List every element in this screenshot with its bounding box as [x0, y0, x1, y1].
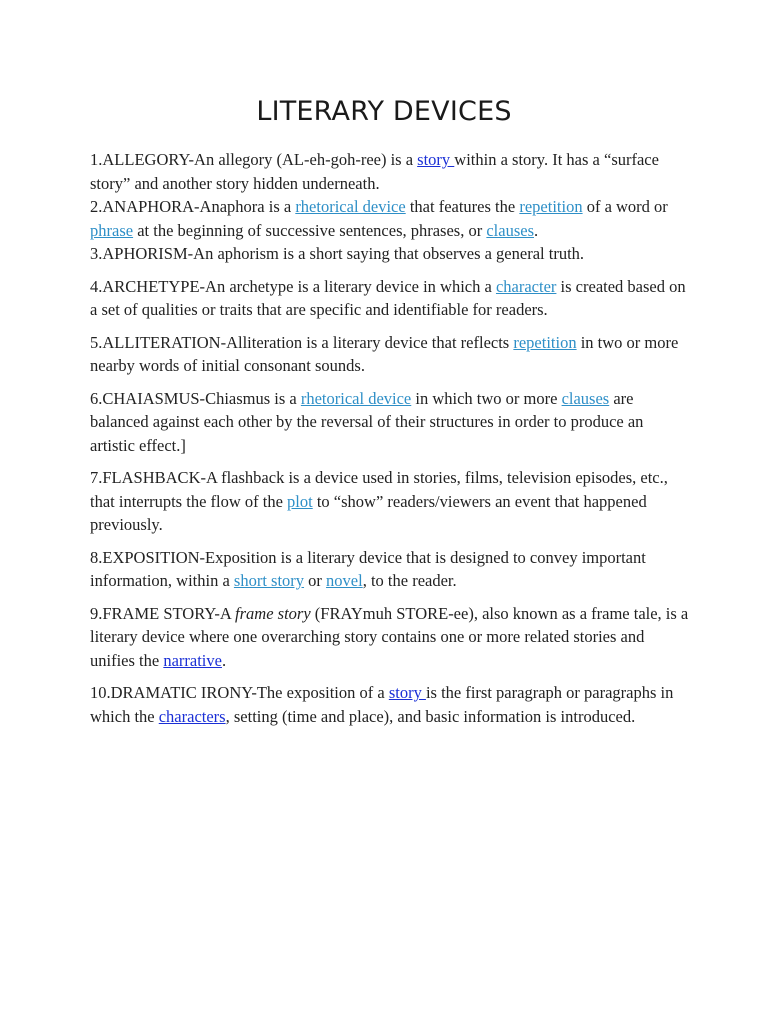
entry-text: in which two or more	[411, 388, 562, 408]
entry-text: .	[221, 650, 227, 670]
entry-9	[90, 602, 690, 673]
entry-text: of a word or	[582, 197, 668, 216]
entry-text: (FRAYmuh STORE-ee), also known as a frame tale, is a literary device where one overarching story contains one or more related stories and unifies the	[90, 603, 689, 670]
entry-link[interactable]: story	[417, 150, 455, 169]
entry-text: or	[304, 571, 327, 590]
entry-3	[90, 242, 690, 266]
entry-link[interactable]: characters	[158, 706, 226, 726]
entry-text: 1.ALLEGORY-	[90, 150, 195, 169]
entry-text: 8.EXPOSITION-Exposition is a literary device that is designed to convey important information, within a	[90, 547, 646, 590]
entry-text: frame story	[235, 603, 311, 623]
entry-text: 6.CHAIASMUS-	[90, 388, 206, 408]
entry-7	[90, 466, 690, 537]
entry-link[interactable]: character	[495, 276, 557, 296]
entry-text: at the beginning of successive sentences, phrases, or	[133, 220, 487, 240]
entry-text: An allegory (AL-eh-goh-ree) is a	[194, 150, 418, 169]
entry-4	[90, 275, 690, 322]
entry-link[interactable]: clauses	[561, 388, 610, 408]
document-title: LITERARY DEVICES	[256, 96, 512, 127]
entry-text: , to the reader.	[362, 571, 457, 590]
entry-link[interactable]: clauses	[486, 220, 535, 240]
entry-text: is created based on a set of qualities or traits that are specific and identifiable for readers.	[90, 276, 686, 319]
entry-link[interactable]: plot	[287, 491, 313, 511]
entry-link[interactable]: rhetorical device	[300, 388, 412, 408]
entry-text: , setting (time and place), and basic information is introduced.	[225, 706, 636, 726]
entry-text: 5.ALLITERATION-Alliteration is a literary device that reflects	[90, 332, 514, 352]
entry-link[interactable]: repetition	[513, 332, 577, 352]
entry-text: 10.DRAMATIC IRONY-The exposition of a	[90, 683, 389, 702]
entry-text: 4.ARCHETYPE-An archetype is a literary device in which a	[90, 276, 496, 296]
entry-text: that features the	[405, 197, 520, 216]
entry-text: Chiasmus is a	[205, 388, 301, 408]
entry-2	[90, 195, 690, 242]
entry-link[interactable]: story	[388, 683, 426, 702]
entry-1	[90, 148, 690, 195]
entry-link[interactable]: repetition	[519, 197, 583, 216]
entry-text: to “show” readers/viewers an event that happened previously.	[90, 491, 647, 534]
entry-link[interactable]: rhetorical device	[295, 197, 406, 216]
entry-text: 2.ANAPHORA-	[90, 197, 200, 216]
entry-text: Anaphora is a	[199, 197, 296, 216]
entry-5	[90, 331, 690, 378]
entry-text: are balanced against each other by the reversal of their structures in order to produce an artistic effect.]	[90, 388, 644, 455]
entry-text: in two or more nearby words of initial consonant sounds.	[90, 332, 679, 375]
entry-text: within a story. It has a “surface story” and another story hidden underneath.	[90, 150, 659, 193]
document-body	[90, 148, 690, 728]
entry-link[interactable]: short story	[233, 571, 305, 590]
entry-link[interactable]: novel	[326, 571, 363, 590]
entry-10	[90, 681, 690, 728]
entry-6	[90, 387, 690, 458]
entry-text: An aphorism is a short saying that observes a general truth.	[193, 244, 585, 263]
entry-text: is the first paragraph or paragraphs in which the	[90, 683, 674, 726]
entry-link[interactable]: phrase	[90, 220, 134, 240]
entry-text: 3.APHORISM-	[90, 244, 194, 263]
entry-8	[90, 546, 690, 593]
entry-text: .	[534, 220, 539, 240]
entry-text: 7.FLASHBACK-A flashback is a device used in stories, films, television episodes, etc., that interrupts the flow of the	[90, 468, 668, 511]
entry-link[interactable]: narrative	[163, 650, 222, 670]
entry-text: 9.FRAME STORY-A	[90, 603, 236, 623]
